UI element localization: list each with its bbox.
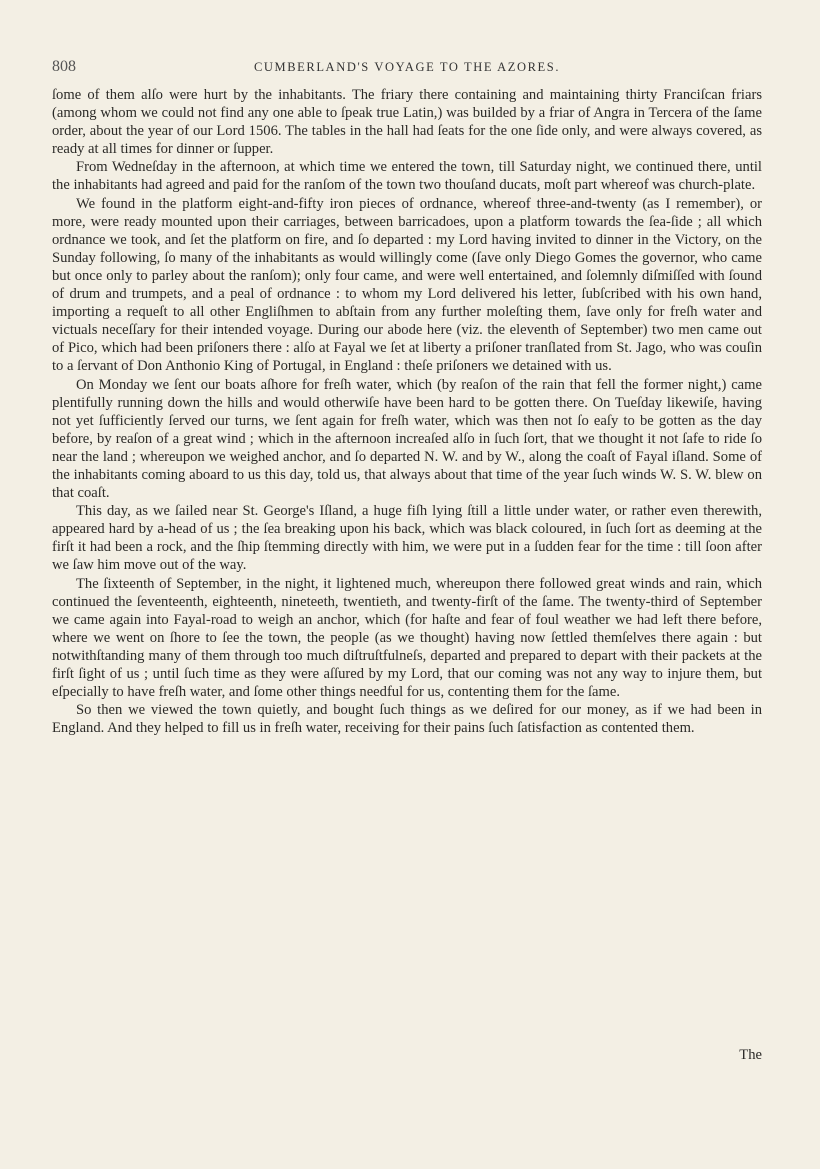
page-header — [52, 58, 762, 80]
running-title: CUMBERLAND'S VOYAGE TO THE AZORES. — [253, 60, 561, 74]
paragraph: So then we viewed the town quietly, and bought ſuch things as we deſired for our money, as if we had been in England. And they helped to fill us in freſh water, receiving for their pains ſuch ſatisfaction as contented them. — [52, 702, 762, 737]
paragraph: ſome of them alſo were hurt by the inhabitants. The friary there containing and maintaining thirty Franciſcan friars (among whom we could not find any one able to ſpeak true Latin,) was builded by a friar of Angra in Tercera of the ſame order, about the year of our Lord 1506. The tables in the hall had ſeats for the one ſide only, and were always covered, as ready at all times for dinner or ſupper. — [52, 87, 762, 158]
paragraph: The ſixteenth of September, in the night, it lightened much, whereupon there followed great winds and rain, which continued the ſeventeenth, eighteenth, nineteeth, twentieth, and twenty-firſt of the ſame. The twenty-third of September we came again into Fayal-road to weigh an anchor, which (for haſte and fear of foul weather we had left there before, where we went on ſhore to ſee the town, the people (as we thought) having now ſettled themſelves there again : but notwithſtanding many of them through too much diſtruſtfulneſs, departed and prepared to depart with their packets at the firſt ſight of us ; until ſuch time as they were aſſured by my Lord, that our coming was not any way to injure them, but eſpecially to have freſh water, and ſome other things needful for us, contenting them for the ſame. — [52, 575, 762, 701]
paragraph: This day, as we ſailed near St. George's Iſland, a huge fiſh lying ſtill a little under water, or rather even therewith, appeared hard by a-head of us ; the ſea breaking upon his back, which was black coloured, in ſuch ſort as deeming at the firſt it had been a rock, and the ſhip ſtemming directly with him, we were put in a ſudden fear for the time : till ſoon after we ſaw him move out of the way. — [52, 503, 762, 574]
body-text — [52, 86, 762, 737]
catchword: The — [739, 1047, 762, 1063]
paragraph: From Wedneſday in the afternoon, at which time we entered the town, till Saturday night, we continued there, until the inhabitants had agreed and paid for the ranſom of the town two thouſand ducats, moſt part whereof was church-plate. — [52, 159, 762, 194]
paragraph: We found in the platform eight-and-fifty iron pieces of ordnance, whereof three-and-twenty (as I remember), or more, were ready mounted upon their carriages, between barricadoes, upon a platform towards the ſea-ſide ; all which ordnance we took, and ſet the platform on fire, and ſo departed : my Lord having invited to dinner in the Victory, on the Sunday following, ſo many of the inhabitants as would willingly come (ſave only Diego Gomes the governor, who came but once only to parley about the ranſom); only four came, and were well entertained, and ſolemnly diſmiſſed with ſound of drum and trumpets, and a peal of ordnance : to whom my Lord delivered his letter, ſubſcribed with his own hand, importing a requeſt to all other Engliſhmen to abſtain from any further moleſting them, ſave only for freſh water and victuals neceſſary for their intended voyage. During our abode here (viz. the eleventh of September) two men came out of Pico, which had been priſoners there : alſo at Fayal we ſet at liberty a priſoner tranſlated from St. Jago, who was couſin to a ſervant of Don Anthonio King of Portugal, in England : theſe priſoners we detained with us. — [52, 195, 762, 375]
paragraph: On Monday we ſent our boats aſhore for freſh water, which (by reaſon of the rain that fell the former night,) came plentifully running down the hills and would otherwiſe have been hard to be gotten there. On Tueſday likewiſe, having not yet ſufficiently ſerved our turns, we ſent again for freſh water, which was then not ſo eaſy to be gotten as the day before, by reaſon of a great wind ; which in the afternoon increaſed alſo in ſuch ſort, that we thought it not ſafe to ride ſo near the land ; whereupon we weighed anchor, and ſo departed N. W. and by W., along the coaſt of Fayal iſland. Some of the inhabitants coming aboard to us this day, told us, that always about that time of the year ſuch winds W. S. W. blew on that coaſt. — [52, 376, 762, 502]
page-number: 808 — [52, 58, 76, 75]
